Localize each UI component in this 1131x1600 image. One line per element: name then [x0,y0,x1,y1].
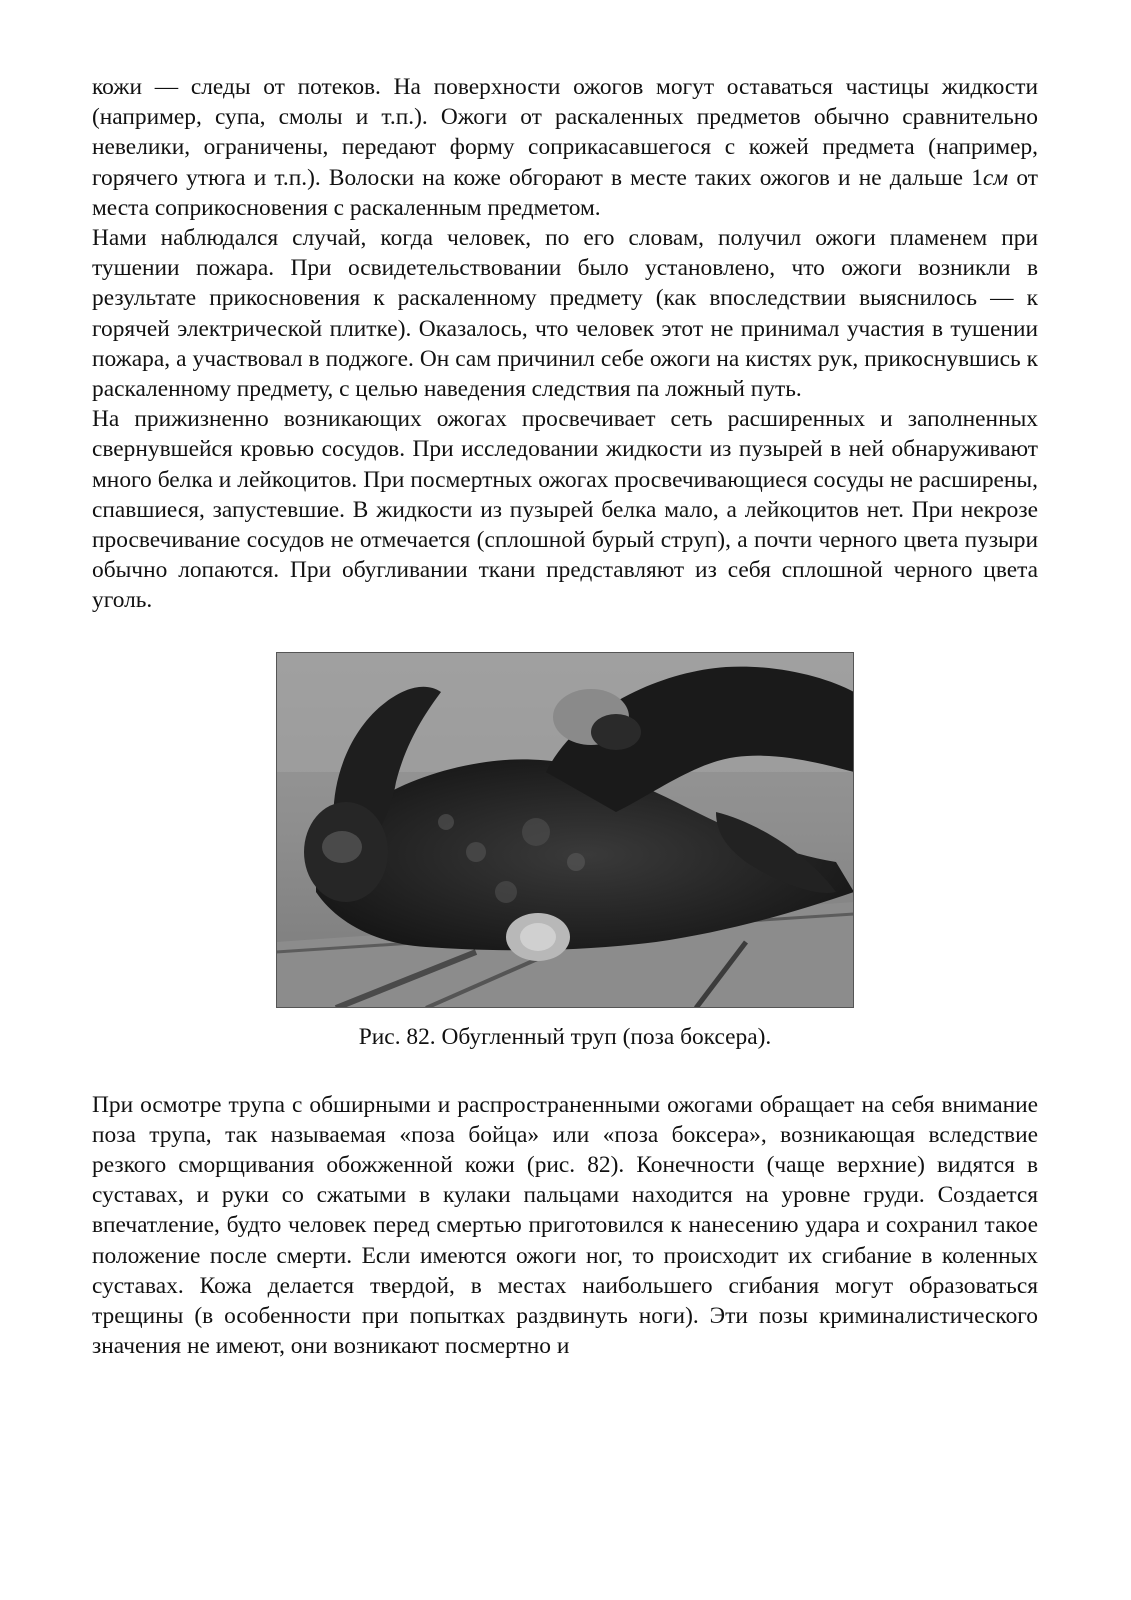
photo-charred-body [276,652,854,1008]
paragraph-text: кожи — следы от потеков. На поверхности ожогов могут оставаться частицы жидкости (например, супа, смолы и т.п.). Ожоги от раскаленных предметов обычно сравнительно невелики, ограничены, передают форму соприкасавшегося с кожей предмета (например, горячего утюга и т.п.). Волоски на коже обгорают в месте таких ожогов и не дальше 1 [92,74,1038,191]
figure-caption: Рис. 82. Обугленный труп (поза боксера). [358,1023,772,1050]
document-page [92,72,1038,1361]
photo-charred-body-image [276,652,854,1008]
paragraph-burn-traces [92,72,1038,223]
paragraph-boxer-pose: При осмотре трупа с обширными и распространенными ожогами обращает на себя внимание поза трупа, так называемая «поза бойца» или «поза боксера», возникающая вследствие резкого сморщивания обожженной кожи (рис. 82). Конечности (чаще верхние) видятся в суставах, и руки со сжатыми в кулаки пальцами находится на уровне груди. Создается впечатление, будто человек перед смертью приготовился к нанесению удара и сохранил такое положение после смерти. Если имеются ожоги ног, то происходит их сгибание в коленных суставах. Кожа делается твердой, в местах наибольшего сгибания могут образоваться трещины (в особенности при попытках раздвинуть ноги). Эти позы криминалистического значения не имеют, они возникают посмертно и [92,1091,1038,1360]
figure-82 [92,652,1038,1052]
paragraph-text: от места соприкосновения с раскаленным предметом. [92,164,1038,221]
paragraph-case-observation [92,223,1038,404]
paragraph-text: На прижизненно возникающих ожогах просвечивает сеть расширенных и заполненных свернувшейся кровью сосудов. При исследовании жидкости из пузырей в ней обнаруживают много белка и лейкоцитов. При посмертных ожогах просвечивающиеся сосуды не расширены, спавшиеся, запустевшие. В жидкости из пузырей белка мало, а лейкоцитов нет. При некрозе просвечивание сосудов не отмечается (сплошной бурый струп), а почти черного цвета пузыри обычно лопаются. При обугливании ткани представляют из себя сплошной черного цвета уголь. [92,406,1038,614]
paragraph-vital-burns [92,404,1038,615]
unit-cm: см [982,164,1009,191]
paragraph-text: Нами наблюдался случай, когда человек, по его словам, получил ожоги пламенем при тушении пожара. При освидетельствовании было установлено, что ожоги возникли в результате прикосновения к раскаленному предмету (как впоследствии выяснилось — к горячей электрической плитке). Оказалось, что человек этот не принимал участия в тушении пожара, а участвовал в поджоге. Он сам причинил себе ожоги на кистях рук, прикоснувшись к раскаленному предмету, с целью наведения следствия па ложный путь. [92,225,1038,403]
